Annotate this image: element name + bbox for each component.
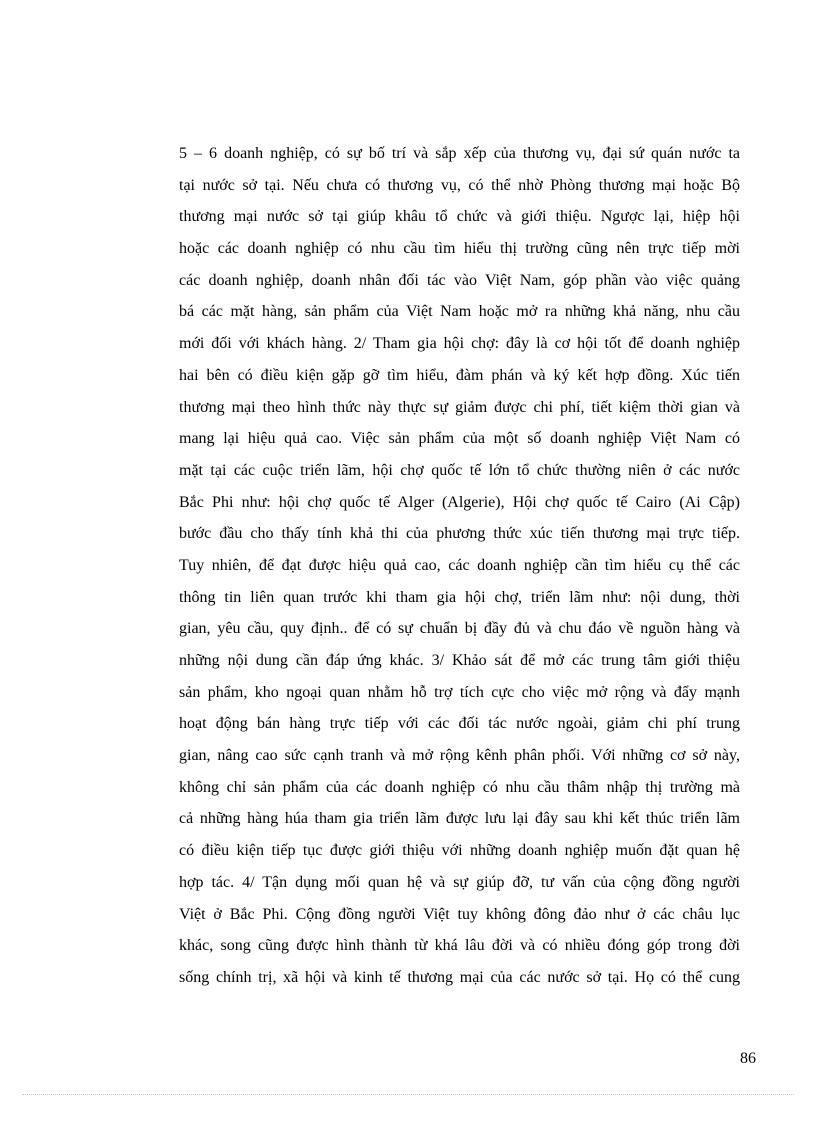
text-line: thương mại theo hình thức này thực sự giảm được chi phí, tiết kiệm thời gian và (179, 398, 740, 416)
text-line: tại nước sở tại. Nếu chưa có thương vụ, có thể nhờ Phòng thương mại hoặc Bộ (179, 176, 740, 194)
text-line: mới đối với khách hàng. 2/ Tham gia hội chợ: đây là cơ hội tốt để doanh nghiệp (179, 335, 740, 353)
text-line: sản phẩm, kho ngoại quan nhằm hỗ trợ tích cực cho việc mở rộng và đẩy mạnh (179, 683, 740, 701)
text-line: không chỉ sản phẩm của các doanh nghiệp có nhu cầu thâm nhập thị trường mà (179, 778, 740, 796)
text-line: thương mại nước sở tại giúp khâu tổ chức và giới thiệu. Ngược lại, hiệp hội (179, 208, 740, 226)
text-line: các doanh nghiệp, doanh nhân đối tác vào Việt Nam, góp phần vào việc quảng (179, 271, 740, 289)
text-line: những nội dung cần đáp ứng khác. 3/ Khảo sát để mở các trung tâm giới thiệu (179, 652, 740, 669)
text-line: Tuy nhiên, để đạt được hiệu quả cao, các doanh nghiệp cần tìm hiểu cụ thể các (179, 556, 740, 574)
text-line: hợp tác. 4/ Tận dụng mối quan hệ và sự giúp đỡ, tư vấn của cộng đồng người (179, 873, 740, 891)
page-bottom-divider (22, 1094, 794, 1095)
text-line: cả những hàng húa tham gia triển lãm được lưu lại đây sau khi kết thúc triển lãm (179, 810, 740, 828)
page-number: 86 (740, 1050, 756, 1067)
text-line: bước đầu cho thấy tính khả thi của phương thức xúc tiến thương mại trực tiếp. (179, 525, 740, 543)
text-line: hai bên có điều kiện gặp gỡ tìm hiểu, đàm phán và ký kết hợp đồng. Xúc tiến (179, 366, 740, 384)
text-line: bá các mặt hàng, sản phẩm của Việt Nam hoặc mở ra những khả năng, nhu cầu (179, 303, 740, 321)
text-line: sống chính trị, xã hội và kinh tế thương mại của các nước sở tại. Họ có thể cung (179, 968, 740, 986)
text-line: 5 – 6 doanh nghiệp, có sự bố trí và sắp xếp của thương vụ, đại sứ quán nước ta (179, 145, 740, 162)
text-line: mặt tại các cuộc triển lãm, hội chợ quốc tế lớn tổ chức thường niên ở các nước (179, 461, 740, 479)
text-line: Việt ở Bắc Phi. Cộng đồng người Việt tuy không đông đảo như ở các châu lục (179, 905, 740, 923)
text-line: thông tin liên quan trước khi tham gia hội chợ, triển lãm như: nội dung, thời (179, 588, 740, 606)
text-line: gian, nâng cao sức cạnh tranh và mở rộng kênh phân phối. Với những cơ sở này, (179, 747, 740, 765)
text-line: khác, song cũng được hình thành từ khá lâu đời và có nhiều đóng góp trong đời (179, 937, 740, 955)
body-paragraph (179, 138, 740, 994)
text-line: hoạt động bán hàng trực tiếp với các đối tác nước ngoài, giảm chi phí trung (179, 715, 740, 733)
text-line: có điều kiện tiếp tục được giới thiệu với những doanh nghiệp muốn đặt quan hệ (179, 842, 740, 860)
text-line: hoặc các doanh nghiệp có nhu cầu tìm hiểu thị trường cũng nên trực tiếp mời (179, 240, 740, 258)
text-line: Bắc Phi như: hội chợ quốc tế Alger (Algerie), Hội chợ quốc tế Cairo (Ai Cập) (179, 493, 740, 511)
text-line: gian, yêu cầu, quy định.. để có sự chuẩn bị đầy đủ và chu đáo về nguồn hàng và (179, 620, 740, 638)
text-line: mang lại hiệu quả cao. Việc sản phẩm của một số doanh nghiệp Việt Nam có (179, 430, 740, 448)
